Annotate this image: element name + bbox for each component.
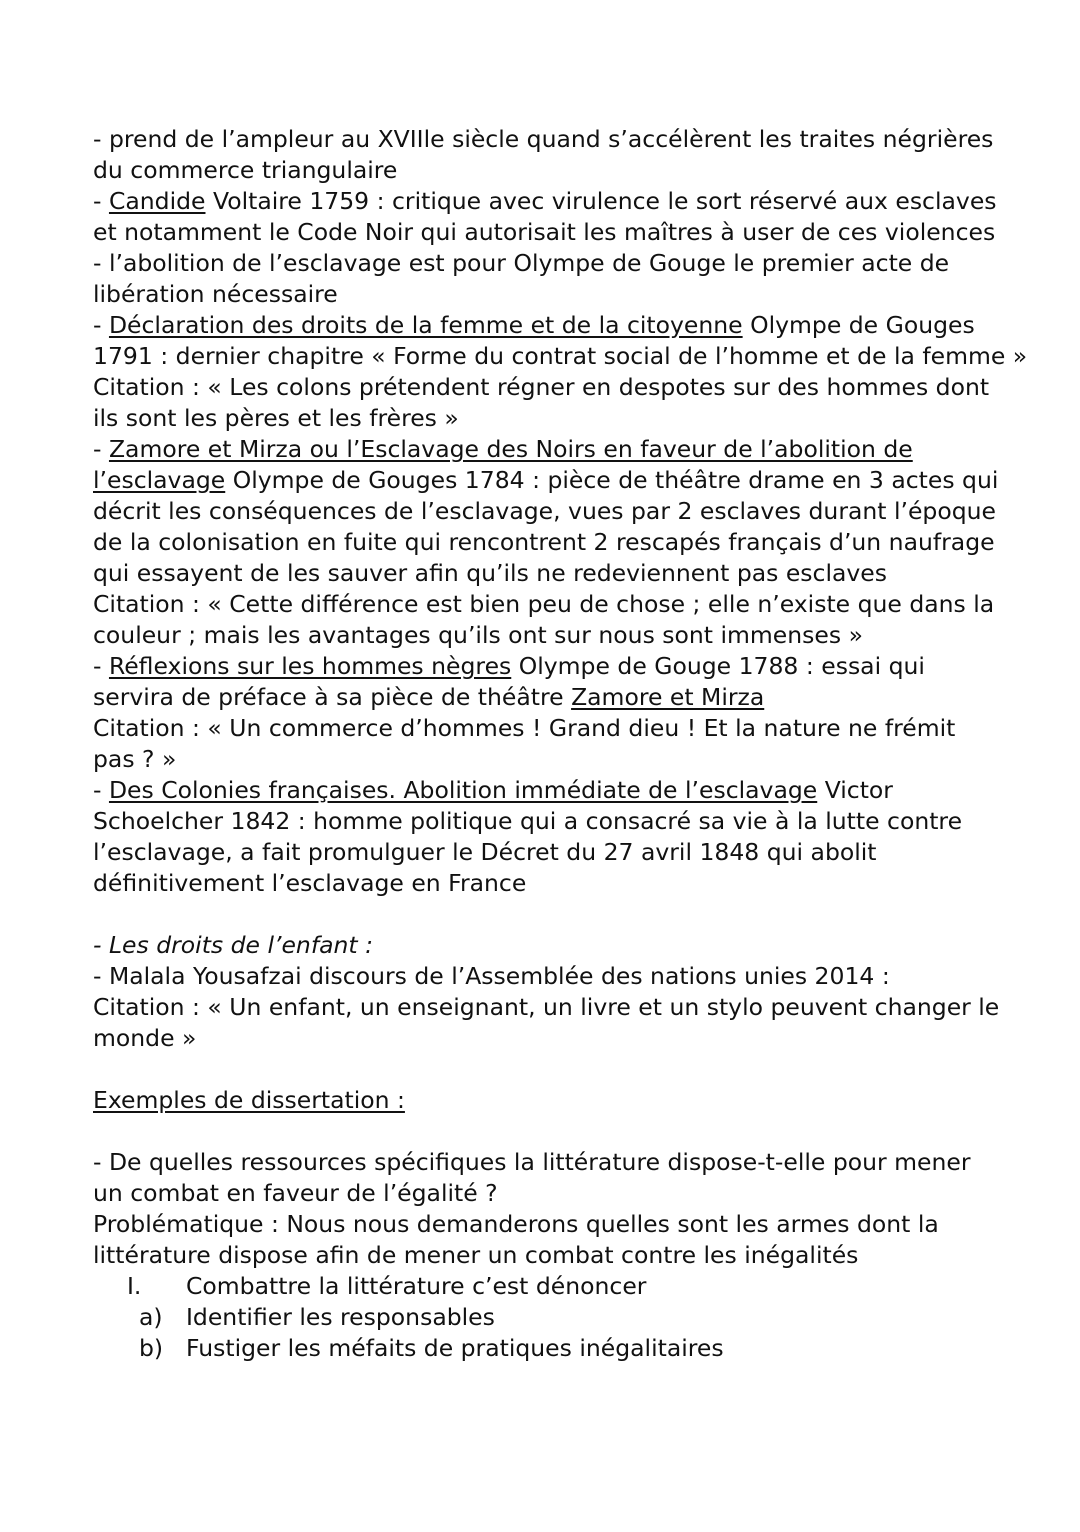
problematique-line: Problématique : Nous nous demanderons quelles sont les armes dont la bbox=[93, 1210, 939, 1238]
outline-marker: I. bbox=[127, 1272, 142, 1300]
work-title: l’esclavage bbox=[93, 466, 226, 494]
outline-item bbox=[93, 1333, 993, 1364]
text-line: et notamment le Code Noir qui autorisait les maîtres à user de ces violences bbox=[93, 218, 996, 246]
citation-line: pas ? » bbox=[93, 745, 177, 773]
document-page bbox=[93, 124, 1028, 1364]
text-line: décrit les conséquences de l’esclavage, vues par 2 esclaves durant l’époque bbox=[93, 497, 996, 525]
section-heading bbox=[93, 1085, 993, 1116]
citation-line: Citation : « Cette différence est bien peu de chose ; elle n’existe que dans la bbox=[93, 590, 995, 618]
text-line bbox=[93, 775, 993, 806]
citation-line: ils sont les pères et les frères » bbox=[93, 404, 459, 432]
text-line: Schoelcher 1842 : homme politique qui a consacré sa vie à la lutte contre bbox=[93, 807, 963, 835]
outline-text: Identifier les responsables bbox=[186, 1303, 495, 1331]
text-fragment: Victor bbox=[817, 776, 893, 804]
work-title: Réflexions sur les hommes nègres bbox=[108, 652, 512, 680]
outline-item bbox=[93, 1271, 993, 1302]
text-fragment: Olympe de Gouges bbox=[742, 311, 975, 339]
text-line bbox=[93, 682, 993, 713]
text-line: de la colonisation en fuite qui rencontrent 2 rescapés français d’un naufrage bbox=[93, 528, 995, 556]
dash: - bbox=[93, 311, 109, 339]
text-line: l’esclavage, a fait promulguer le Décret du 27 avril 1848 qui abolit bbox=[93, 838, 877, 866]
question-line: un combat en faveur de l’égalité ? bbox=[93, 1179, 498, 1207]
text-line: qui essayent de les sauver afin qu’ils ne redeviennent pas esclaves bbox=[93, 559, 888, 587]
dash: - bbox=[93, 187, 109, 215]
spacer bbox=[93, 1054, 993, 1085]
work-title: Candide bbox=[108, 187, 206, 215]
dash: - bbox=[93, 435, 109, 463]
citation-line: couleur ; mais les avantages qu’ils ont sur nous sont immenses » bbox=[93, 621, 863, 649]
text-line bbox=[93, 651, 993, 682]
work-title: Zamore et Mirza ou l’Esclavage des Noirs en faveur de l’abolition de bbox=[108, 435, 913, 463]
question-line: - De quelles ressources spécifiques la littérature dispose-t-elle pour mener bbox=[93, 1148, 971, 1176]
citation-line: Citation : « Un enfant, un enseignant, un livre et un stylo peuvent changer le bbox=[93, 993, 1000, 1021]
work-title: Des Colonies françaises. Abolition immédiate de l’esclavage bbox=[108, 776, 818, 804]
outline-item bbox=[93, 1302, 993, 1333]
text-line: - Malala Yousafzai discours de l’Assemblée des nations unies 2014 : bbox=[93, 962, 890, 990]
spacer bbox=[93, 899, 993, 930]
examples-heading: Exemples de dissertation : bbox=[93, 1086, 405, 1114]
text-line: 1791 : dernier chapitre « Forme du contrat social de l’homme et de la femme » bbox=[93, 342, 1028, 370]
text-line bbox=[93, 434, 993, 465]
citation-line: Citation : « Un commerce d’hommes ! Grand dieu ! Et la nature ne frémit bbox=[93, 714, 956, 742]
outline-marker: b) bbox=[139, 1334, 164, 1362]
spacer bbox=[93, 1116, 993, 1147]
dash: - bbox=[93, 776, 109, 804]
text-fragment: Voltaire 1759 : critique avec virulence le sort réservé aux esclaves bbox=[205, 187, 997, 215]
citation-line: monde » bbox=[93, 1024, 197, 1052]
text-fragment: Olympe de Gouge 1788 : essai qui bbox=[511, 652, 925, 680]
problematique-line: littérature dispose afin de mener un combat contre les inégalités bbox=[93, 1241, 859, 1269]
outline-marker: a) bbox=[139, 1303, 163, 1331]
work-title: Déclaration des droits de la femme et de la citoyenne bbox=[108, 311, 743, 339]
text-fragment: Olympe de Gouges 1784 : pièce de théâtre drame en 3 actes qui bbox=[225, 466, 999, 494]
text-line: - prend de l’ampleur au XVIIle siècle quand s’accélèrent les traites négrières bbox=[93, 125, 994, 153]
citation-line: Citation : « Les colons prétendent régner en despotes sur des hommes dont bbox=[93, 373, 990, 401]
text-line bbox=[93, 186, 997, 217]
text-line bbox=[93, 465, 999, 496]
text-line: définitivement l’esclavage en France bbox=[93, 869, 527, 897]
text-fragment: servira de préface à sa pièce de théâtre bbox=[93, 683, 572, 711]
work-title: Zamore et Mirza bbox=[571, 683, 765, 711]
text-line bbox=[93, 310, 993, 341]
outline-text: Combattre la littérature c’est dénoncer bbox=[186, 1272, 647, 1300]
dash: - bbox=[93, 652, 109, 680]
text-line: libération nécessaire bbox=[93, 280, 338, 308]
text-line: - l’abolition de l’esclavage est pour Olympe de Gouge le premier acte de bbox=[93, 249, 950, 277]
text-line: du commerce triangulaire bbox=[93, 156, 398, 184]
outline-text: Fustiger les méfaits de pratiques inégalitaires bbox=[186, 1334, 724, 1362]
section-heading: - Les droits de l’enfant : bbox=[93, 931, 373, 959]
